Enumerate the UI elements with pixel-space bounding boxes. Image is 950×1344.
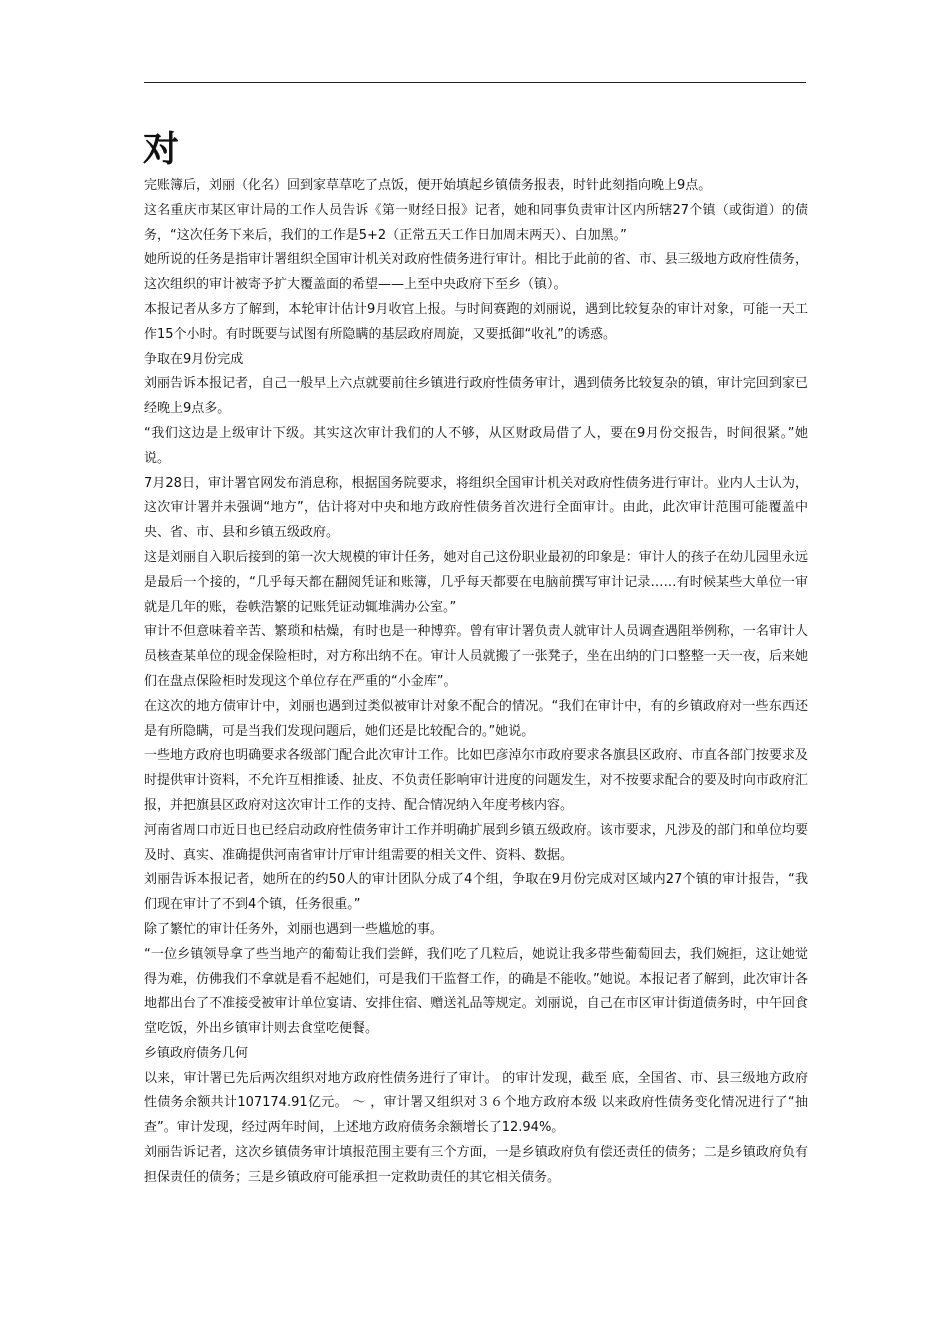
article-body <box>144 174 808 1191</box>
paragraph: 审计不但意味着辛苦、繁琐和枯燥，有时也是一种博弈。曾有审计署负责人就审计人员调查遇阻举例称，一名审计人员核查某单位的现金保险柜时，对方称出纳不在。审计人员就搬了一张凳子，坐在出纳的门口整整一天一夜，后来她们在盘点保险柜时发现这个单位存在严重的“小金库”。 <box>144 624 808 689</box>
paragraph: “一位乡镇领导拿了些当地产的葡萄让我们尝鲜，我们吃了几粒后，她说让我多带些葡萄回去，我们婉拒，这让她觉得为难，仿佛我们不拿就是看不起她们，可是我们干监督工作，的确是不能收。”她说。本报记者了解到，此次审计各地都出台了不准接受被审计单位宴请、安排住宿、赠送礼品等规定。刘丽说，自己在市区审计街道债务时，中午回食堂吃饭，外出乡镇审计则去食堂吃便餐。 <box>144 946 808 1037</box>
paragraph: 她所说的任务是指审计署组织全国审计机关对政府性债务进行审计。相比于此前的省、市、县三级地方政府性债务，这次组织的审计被寄予扩大覆盖面的希望——上至中央政府下至乡（镇）。 <box>144 252 808 293</box>
paragraph: 本报记者从多方了解到，本轮审计估计9月收官上报。与时间赛跑的刘丽说，遇到比较复杂的审计对象，可能一天工作15个小时。有时既要与试图有所隐瞒的基层政府周旋，又要抵御“收礼”的诱惑。 <box>144 301 808 342</box>
document-heading: 对 <box>143 129 180 170</box>
paragraph: 刘丽告诉本报记者，她所在的约50人的审计团队分成了4个组，争取在9月份完成对区域内27个镇的审计报告，“我们现在审计了不到4个镇，任务很重。” <box>144 872 808 913</box>
header-rule <box>144 82 806 83</box>
section-subheading: 乡镇政府债务几何 <box>144 1045 249 1061</box>
paragraph: “我们这边是上级审计下级。其实这次审计我们的人不够，从区财政局借了人，要在9月份交报告，时间很紧。”她说。 <box>144 425 808 466</box>
paragraph: 除了繁忙的审计任务外，刘丽也遇到一些尴尬的事。 <box>144 921 444 937</box>
paragraph: 这是刘丽自入职后接到的第一次大规模的审计任务，她对自己这份职业最初的印象是：审计人的孩子在幼儿园里永远是最后一个接的，“几乎每天都在翻阅凭证和账簿，几乎每天都要在电脑前撰写审计记录……有时候某些大单位一审就是几年的账，卷帙浩繁的记账凭证动辄堆满办公室。” <box>144 549 808 615</box>
section-subheading: 争取在9月份完成 <box>144 351 244 367</box>
paragraph: 河南省周口市近日也已经启动政府性债务审计工作并明确扩展到乡镇五级政府。该市要求，凡涉及的部门和单位均要及时、真实、准确提供河南省审计厅审计组需要的相关文件、资料、数据。 <box>144 822 808 863</box>
paragraph: 7月28日，审计署官网发布消息称，根据国务院要求，将组织全国审计机关对政府性债务进行审计。业内人士认为，这次审计署并未强调“地方”，估计将对中央和地方政府性债务首次进行全面审计。由此，此次审计范围可能覆盖中央、省、市、县和乡镇五级政府。 <box>144 475 808 541</box>
paragraph: 刘丽告诉记者，这次乡镇债务审计填报范围主要有三个方面，一是乡镇政府负有偿还责任的债务；二是乡镇政府负有担保责任的债务；三是乡镇政府可能承担一定救助责任的其它相关债务。 <box>144 1145 808 1185</box>
paragraph: 这名重庆市某区审计局的工作人员告诉《第一财经日报》记者，她和同事负责审计区内所辖27个镇（或街道）的债务，“这次任务下来后，我们的工作是5+2（正常五天工作日加周末两天）、白加黑。” <box>144 202 808 243</box>
paragraph: 在这次的地方债审计中，刘丽也遇到过类似被审计对象不配合的情况。“我们在审计中，有的乡镇政府对一些东西还是有所隐瞒，可是当我们发现问题后，她们还是比较配合的。”她说。 <box>144 698 808 739</box>
paragraph: 完账簿后，刘丽（化名）回到家草草吃了点饭，便开始填起乡镇债务报表，时针此刻指向晚上9点。 <box>144 178 712 193</box>
paragraph: 以来，审计署已先后两次组织对地方政府性债务进行了审计。 的审计发现，截至 底，全国省、市、县三级地方政府性债务余额共计107174.91亿元。 ～ ，审计署又组织对３６个地方政府本级 以来政府性债务变化情况进行了“抽查”。审计发现，经过两年时间，上述地方政府债务余额增长了12.94%。 <box>144 1070 808 1136</box>
paragraph: 一些地方政府也明确要求各级部门配合此次审计工作。比如巴彦淖尔市政府要求各旗县区政府、市直各部门按要求及时提供审计资料，不允许互相推诿、扯皮、不负责任影响审计进度的问题发生，对不按要求配合的要及时向市政府汇报，并把旗县区政府对这次审计工作的支持、配合情况纳入年度考核内容。 <box>144 748 808 813</box>
paragraph: 刘丽告诉本报记者，自己一般早上六点就要前往乡镇进行政府性债务审计，遇到债务比较复杂的镇，审计完回到家已经晚上9点多。 <box>144 376 808 417</box>
